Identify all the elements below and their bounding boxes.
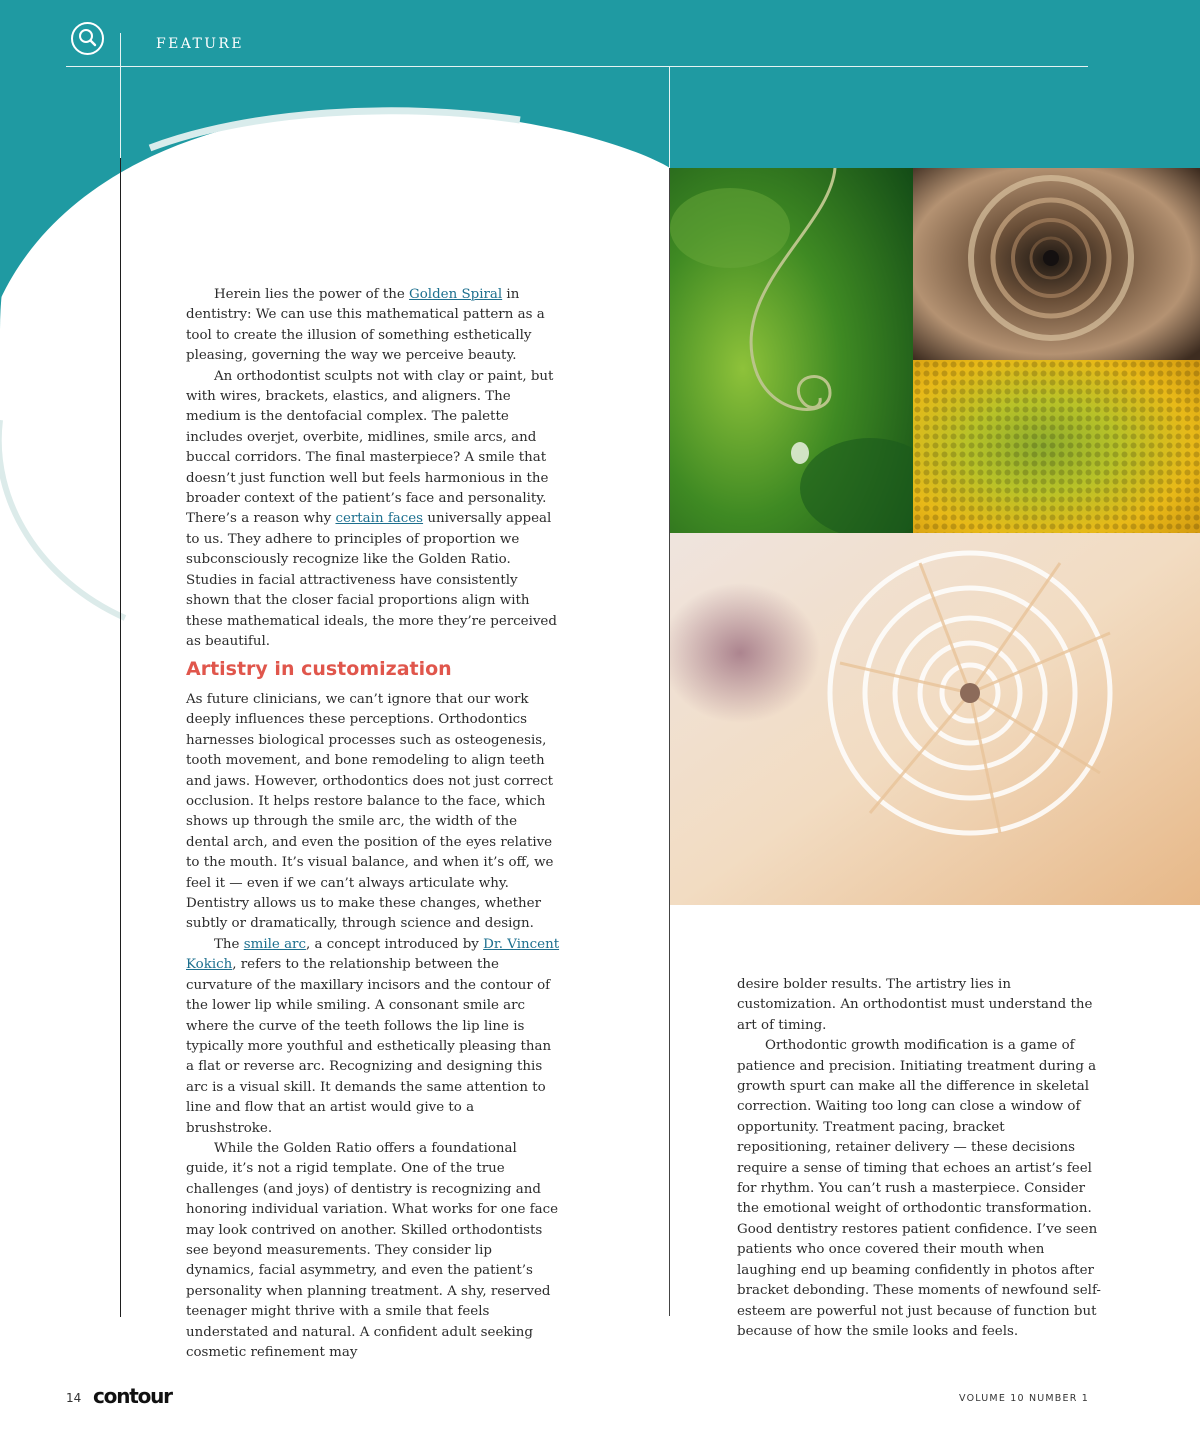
smile-arc-link[interactable]: smile arc bbox=[243, 936, 306, 952]
article-column-right bbox=[737, 975, 1101, 1342]
center-vertical-rule-top bbox=[669, 66, 670, 168]
text-run: Herein lies the power of the bbox=[214, 287, 410, 302]
paragraph bbox=[186, 285, 560, 367]
text-run: universally appeal to us. They adhere to principles of proportion we subconsciously recognize like the Golden Ratio. Studies in facial attractiveness have consistently shown that the closer facial proportions align with these mathematical ideals, the more they’re perceived as beautiful. bbox=[186, 511, 557, 649]
golden-spiral-link[interactable]: Golden Spiral bbox=[409, 287, 503, 302]
text-run: , refers to the relationship between the curvature of the maxillary incisors and the contour of the lower lip while smiling. A consonant smile arc where the curve of the teeth follows the lip line is typically more youthful and esthetically pleasing than a flat or reverse arc. Recognizing and designing this arc is a visual skill. It demands the same attention to line and flow that an artist would give to a brushstroke. bbox=[186, 957, 552, 1136]
paragraph bbox=[186, 935, 560, 1139]
magazine-logo: contour bbox=[93, 1384, 172, 1408]
text-run: The bbox=[214, 936, 244, 952]
issue-label: VOLUME 10 NUMBER 1 bbox=[959, 1393, 1089, 1404]
paragraph: As future clinicians, we can’t ignore that our work deeply influences these perceptions. Orthodontics harnesses biological processes such as osteogenesis, tooth movement, and bone remodeling to align teeth and jaws. However, orthodontics does not just correct occlusion. It helps restore balance to the face, which shows up through the smile arc, the width of the dental arch, and even the position of the eyes relative to the mouth. It’s visual balance, and when it’s off, we feel it — even if we can’t always articulate why. Dentistry allows us to make these changes, whether subtly or dramatically, through science and design. bbox=[186, 692, 554, 932]
plant-tendril-image bbox=[670, 168, 913, 533]
kokich-link[interactable]: Dr. Vincent Kokich bbox=[186, 936, 560, 973]
paragraph: Orthodontic growth modification is a game of patience and precision. Initiating treatment during a growth spurt can make all the difference in skeletal correction. Waiting too long can close a window of opportunity. Treatment pacing, bracket repositioning, retainer delivery — these decisions require a sense of timing that echoes an artist’s feel for rhythm. You can’t rush a masterpiece. Consider the emotional weight of orthodontic transformation. Good dentistry restores patient confidence. I’ve seen patients who once covered their mouth when laughing end up beaming confidently in photos after bracket debonding. These moments of newfound self-esteem are powerful not just because of function but because of how the smile looks and feels. bbox=[737, 1038, 1101, 1339]
nautilus-shell-image bbox=[670, 533, 1200, 905]
spiral-staircase-image bbox=[913, 168, 1200, 360]
section-heading: Artistry in customization bbox=[186, 658, 452, 680]
left-vertical-rule bbox=[120, 33, 121, 1317]
paragraph: desire bolder results. The artistry lies in customization. An orthodontist must understand the art of timing. bbox=[737, 977, 1093, 1033]
left-vertical-rule-top bbox=[120, 33, 121, 158]
search-button[interactable] bbox=[71, 22, 104, 55]
section-label: FEATURE bbox=[156, 36, 244, 52]
certain-faces-link[interactable]: certain faces bbox=[335, 511, 424, 527]
article-column-left-lower bbox=[186, 690, 560, 1363]
text-run: , a concept introduced by bbox=[305, 936, 484, 952]
paragraph: While the Golden Ratio offers a foundational guide, it’s not a rigid template. One of the true challenges (and joys) of dentistry is recognizing and honoring individual variation. What works for one face may look contrived on another. Skilled orthodontists see beyond measurements. They consider lip dynamics, facial asymmetry, and even the patient’s personality when planning treatment. A shy, reserved teenager might thrive with a smile that feels understated and natural. A confident adult seeking cosmetic refinement may bbox=[186, 1140, 558, 1360]
text-run: An orthodontist sculpts not with clay or paint, but with wires, brackets, elastics, and aligners. The medium is the dentofacial complex. The palette includes overjet, overbite, midlines, smile arcs, and buccal corridors. The final masterpiece? A smile that doesn’t just function well but feels harmonious in the broader context of the patient’s face and personality. There’s a reason why bbox=[186, 368, 554, 527]
page-number: 14 bbox=[66, 1391, 82, 1405]
header-rule bbox=[66, 66, 1088, 67]
paragraph bbox=[186, 367, 560, 653]
text-run: in dentistry: We can use this mathematical pattern as a tool to create the illusion of something esthetically pleasing, governing the way we perceive beauty. bbox=[186, 287, 545, 364]
search-icon bbox=[73, 24, 102, 53]
sunflower-seeds-image bbox=[913, 360, 1200, 533]
article-column-left bbox=[186, 285, 560, 652]
